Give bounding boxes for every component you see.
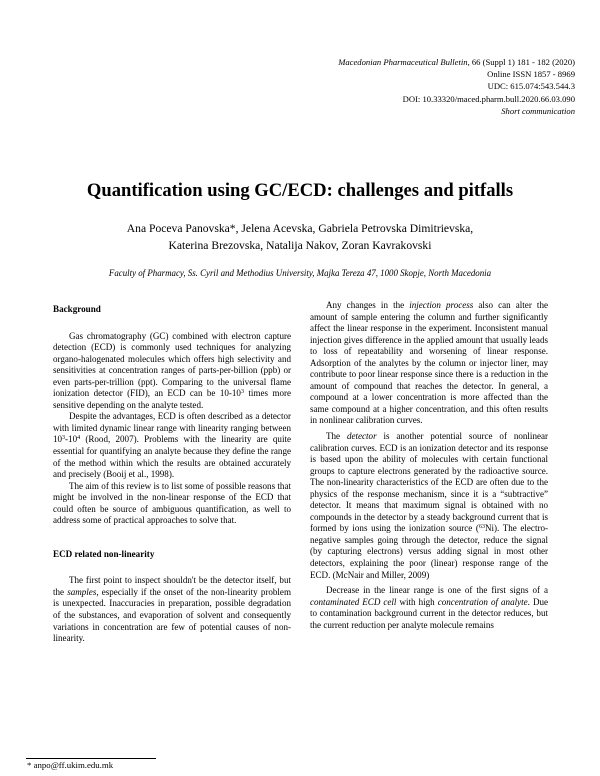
paragraph-contamination	[310, 585, 548, 631]
paragraph-background-2	[53, 411, 291, 480]
text-span: , especially if the onset of the non-linearity problem is unexpected. Inaccuracies in preparation, possible degradation of the substances, and evaporation of solvent and consequently variations in concentration are few of potential causes of non-linearity.	[53, 586, 291, 644]
text-span: also can alter the amount of sample entering the column and further significantly affect the linear response in the experiment. Inconsistent manual injection gives difference in the applied amount that usually leads to loss of repeatability and worsening of linear response. Adsorption of the analytes by the column or injector liner, may contribute to poor linear response since there is a reduction in the amount of compound that reaches the detector. In general, a compound at a lower concentration is more affected than the same compound at a higher concentration, and this often results in nonlinear calibration curves.	[310, 300, 548, 426]
superscript: 4	[77, 435, 81, 442]
author-line-2: Katerina Brezovska, Natalija Nakov, Zoran Kavrakovski	[168, 239, 432, 252]
superscript: 3	[62, 435, 66, 442]
text-span: Any changes in the	[326, 300, 410, 310]
heading-ecd-nonlinearity: ECD related non-linearity	[53, 548, 155, 559]
emphasis: contaminated ECD cell	[310, 596, 397, 607]
text-span: Gas chromatography (GC) combined with electron capture detection (ECD) is commonly used techniques for analyzing organo-halogenated molecules which offers high selectivity and sensitivities at concentration ranges of parts-per-billion (ppb) or even parts-per-trillion (ppt). Comparing to the universal flame ionization detector (FID), an ECD can be 10-10	[53, 330, 291, 399]
text-span: Ni). The electro-negative samples going through the detector, reduce the signal (by capturing electrons) versus adding signal in most other detectors, explaining the poor (linear) response range of the ECD. (McNair and Miller, 2009)	[310, 523, 549, 580]
text-span: The	[326, 431, 347, 442]
footnote-email: * anpo@ff.ukim.edu.mk	[27, 760, 114, 770]
superscript: 3	[240, 389, 244, 396]
superscript: 63	[478, 524, 485, 531]
text-span: times more sensitive depending on the analyte tested.	[53, 388, 292, 410]
section-gap	[53, 527, 291, 545]
journal-name: Macedonian Pharmaceutical Bulletin	[338, 57, 468, 67]
text-span: Decrease in the linear range is one of the first signs of a	[326, 585, 548, 596]
text-span: (Rood, 2007). Problems with the linearity are quite essential for quantifying an analyte because they define the range of the method within which the results are obtained accurately and precisely (Booij et al., 1998).	[53, 434, 291, 480]
emphasis: detector	[346, 431, 377, 442]
text-span: . Due to contamination background current in the detector reduces, but the current reduction per analyte molecule remains	[310, 596, 549, 630]
paragraph-injection	[310, 300, 548, 427]
footnote-rule	[26, 758, 156, 759]
paragraph-ecd-1	[53, 575, 291, 644]
emphasis: samples	[67, 586, 97, 597]
journal-citation	[155, 56, 575, 68]
text-span: is another potential source of nonlinear calibration curves. ECD is an ionization detector and its response is based upon the ability of molecules with certain functional groups to capture electrons generated by the radioactive source. The non-linearity characteristics of the ECD are often due to the physics of the response mechanism, since it is a “subtractive” detector. It means that maximum signal is obtained with no compounds in the detector by a steady background current that is formed by ions using the ionization source (	[310, 431, 549, 534]
heading-background: Background	[53, 304, 101, 314]
paragraph-background-1	[53, 331, 291, 412]
journal-volume-pages: , 66 (Suppl 1) 181 - 182 (2020)	[467, 57, 575, 67]
text-span: Despite the advantages, ECD is often described as a detector with limited dynamic linear range with linearity ranging between 10	[53, 411, 291, 445]
affiliation: Faculty of Pharmacy, Ss. Cyril and Methodius University, Majka Tereza 47, 1000 Skopje, North Macedonia	[108, 268, 492, 278]
text-span: -10	[65, 434, 78, 445]
emphasis: concentration of analyte	[437, 596, 528, 607]
article-type: Short communication	[501, 105, 575, 116]
doi: DOI: 10.33320/maced.pharm.bull.2020.66.03.090	[402, 93, 575, 104]
udc: UDC: 615.074:543.544.3	[487, 81, 575, 92]
issn: Online ISSN 1857 - 8969	[487, 69, 575, 80]
author-list	[40, 220, 560, 254]
journal-header	[155, 56, 575, 117]
left-column	[53, 300, 291, 645]
paragraph-background-3: The aim of this review is to list some of possible reasons that might be involved in the non-linear response of the ECD that could often be source of ambiguous quantification, as well to address some of practical approaches to solve that.	[53, 480, 291, 526]
right-column	[310, 300, 548, 631]
text-span: with high	[396, 596, 438, 607]
emphasis: injection process	[409, 300, 474, 310]
paper-title: Quantification using GC/ECD: challenges and pitfalls	[86, 180, 514, 201]
text-span: The first point to inspect shouldn't be the detector itself, but the	[53, 575, 291, 597]
author-line-1: Ana Poceva Panovska*, Jelena Acevska, Gabriela Petrovska Dimitrievska,	[126, 222, 474, 235]
paragraph-detector	[310, 431, 548, 581]
